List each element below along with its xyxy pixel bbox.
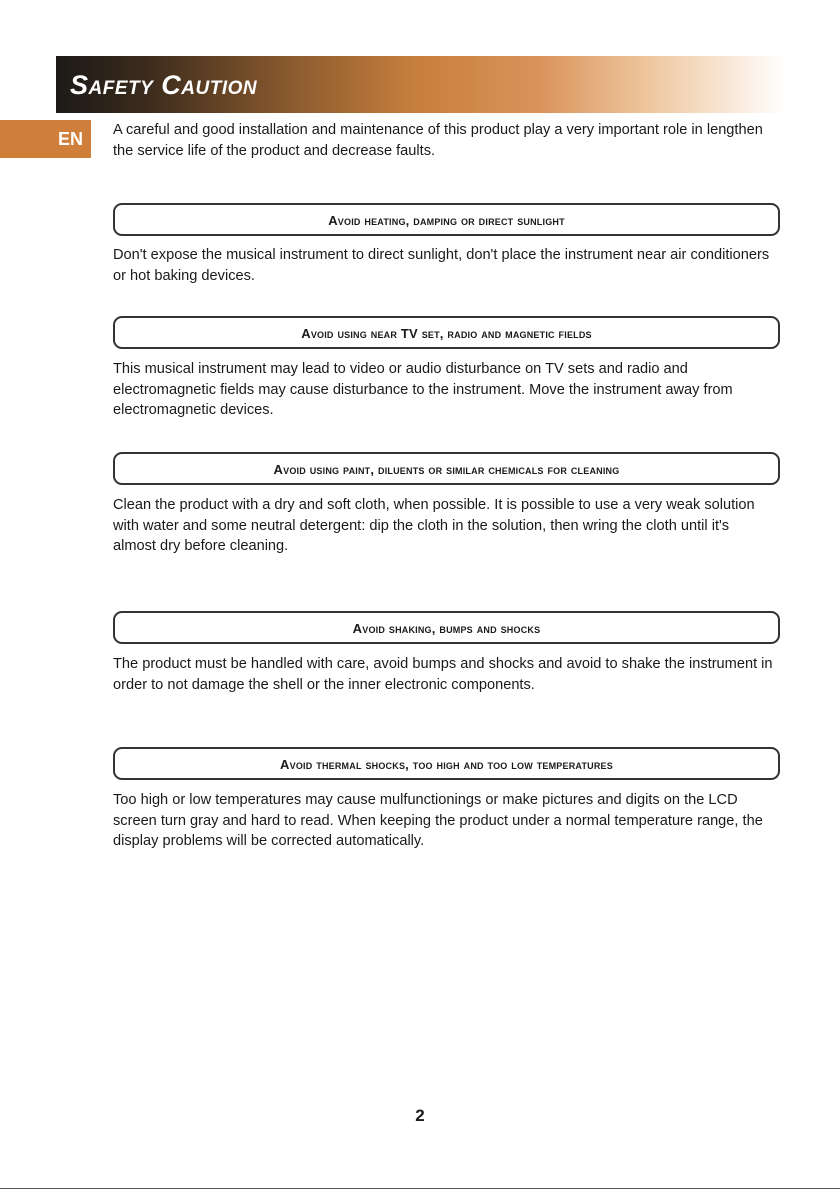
section-heading-box-cleaning (113, 452, 780, 485)
section-banner (56, 56, 786, 113)
language-tab: EN (0, 120, 91, 158)
page-title: Safety Caution (70, 70, 258, 100)
section-heading: Avoid shaking, bumps and shocks (352, 621, 541, 636)
section-body-cleaning: Clean the product with a dry and soft cloth, when possible. It is possible to use a very weak solution with water and some neutral detergent: dip the cloth in the solution, then wring the cloth until it's almost dry before cleaning. (113, 497, 755, 554)
intro-paragraph: A careful and good installation and maintenance of this product play a very important role in lengthen the service life of the product and decrease faults. (113, 122, 763, 159)
section-heading: Avoid thermal shocks, too high and too low temperatures (280, 757, 613, 772)
section-body-tv: This musical instrument may lead to video or audio disturbance on TV sets and radio and electromagnetic fields may cause disturbance to the instrument. Move the instrument away from electromagnetic devices. (113, 361, 733, 418)
section-heading: Avoid heating, damping or direct sunlight (328, 213, 565, 228)
footer-rule (0, 1188, 840, 1189)
section-heading-box-tv (113, 316, 780, 349)
section-heading-box-shocks (113, 611, 780, 644)
page-number: 2 (415, 1106, 425, 1125)
section-heading: Avoid using paint, diluents or similar chemicals for cleaning (273, 462, 620, 477)
section-body-thermal: Too high or low temperatures may cause mulfunctionings or make pictures and digits on the LCD screen turn gray and hard to read. When keeping the product under a normal temperature range, the display problems will be corrected automatically. (113, 792, 763, 849)
section-body-shocks: The product must be handled with care, avoid bumps and shocks and avoid to shake the instrument in order to not damage the shell or the inner electronic components. (113, 656, 773, 693)
section-heading: Avoid using near TV set, radio and magnetic fields (301, 326, 592, 341)
section-heading-box-thermal (113, 747, 780, 780)
section-heading-box-heating (113, 203, 780, 236)
section-body-heating: Don't expose the musical instrument to direct sunlight, don't place the instrument near air conditioners or hot baking devices. (113, 247, 770, 284)
